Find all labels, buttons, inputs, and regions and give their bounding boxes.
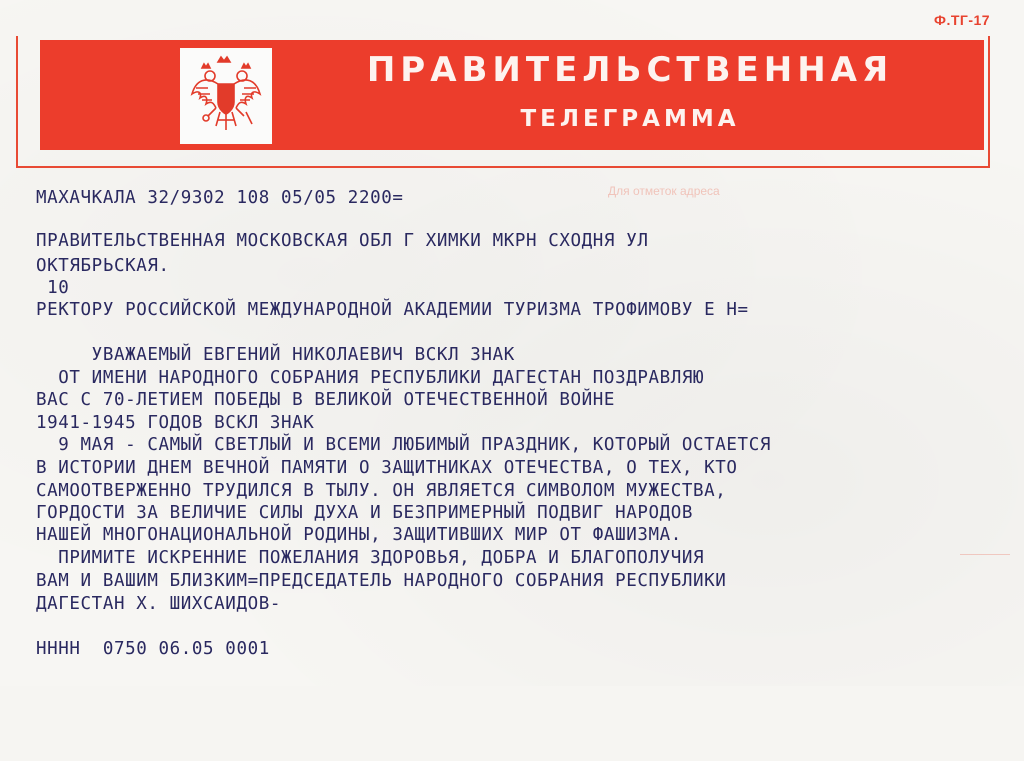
body-line: В ИСТОРИИ ДНЕМ ВЕЧНОЙ ПАМЯТИ О ЗАЩИТНИКАХ ОТЕЧЕСТВА, О ТЕХ, КТО	[36, 458, 738, 478]
body-line: ВАС С 70-ЛЕТИЕМ ПОБЕДЫ В ВЕЛИКОЙ ОТЕЧЕСТВЕННОЙ ВОЙНЕ	[36, 390, 616, 410]
banner-subtitle: ТЕЛЕГРАММА	[520, 106, 740, 132]
banner	[40, 40, 984, 150]
header-line: МАХАЧКАЛА 32/9302 108 05/05 2200=	[36, 188, 404, 208]
address-hint: Для отметок адреса	[608, 184, 720, 198]
address-line: 10	[36, 278, 70, 298]
body-line: ВАМ И ВАШИМ БЛИЗКИМ=ПРЕДСЕДАТЕЛЬ НАРОДНОГО СОБРАНИЯ РЕСПУБЛИКИ	[36, 571, 727, 591]
telegram-text	[36, 186, 996, 761]
body-line: УВАЖАЕМЫЙ ЕВГЕНИЙ НИКОЛАЕВИЧ ВСКЛ ЗНАК	[36, 345, 515, 365]
body-line: ПРИМИТЕ ИСКРЕННИЕ ПОЖЕЛАНИЯ ЗДОРОВЬЯ, ДОБРА И БЛАГОПОЛУЧИЯ	[36, 548, 705, 568]
double-headed-eagle-icon	[188, 54, 264, 138]
form-code: Ф.ТГ-17	[934, 12, 991, 28]
body-line: ГОРДОСТИ ЗА ВЕЛИЧИЕ СИЛЫ ДУХА И БЕЗПРИМЕРНЫЙ ПОДВИГ НАРОДОВ	[36, 503, 694, 523]
body-line: НАШЕЙ МНОГОНАЦИОНАЛЬНОЙ РОДИНЫ, ЗАЩИТИВШИХ МИР ОТ ФАШИЗМА.	[36, 525, 682, 545]
banner-title: ПРАВИТЕЛЬСТВЕННАЯ	[366, 50, 894, 90]
body-line: 9 МАЯ - САМЫЙ СВЕТЛЫЙ И ВСЕМИ ЛЮБИМЫЙ ПРАЗДНИК, КОТОРЫЙ ОСТАЕТСЯ	[36, 435, 771, 455]
recipient-line: РЕКТОРУ РОССИЙСКОЙ МЕЖДУНАРОДНОЙ АКАДЕМИИ ТУРИЗМА ТРОФИМОВУ Е Н=	[36, 300, 749, 320]
body-line: ОТ ИМЕНИ НАРОДНОГО СОБРАНИЯ РЕСПУБЛИКИ ДАГЕСТАН ПОЗДРАВЛЯЮ	[36, 368, 705, 388]
body-line: САМООТВЕРЖЕННО ТРУДИЛСЯ В ТЫЛУ. ОН ЯВЛЯЕТСЯ СИМВОЛОМ МУЖЕСТВА,	[36, 481, 727, 501]
coat-of-arms-icon	[180, 48, 272, 144]
body-line: 1941-1945 ГОДОВ ВСКЛ ЗНАК	[36, 413, 315, 433]
address-line: ПРАВИТЕЛЬСТВЕННАЯ МОСКОВСКАЯ ОБЛ Г ХИМКИ МКРН СХОДНЯ УЛ	[36, 231, 649, 251]
footer-line: НННН 0750 06.05 0001	[36, 639, 270, 659]
address-line: ОКТЯБРЬСКАЯ.	[36, 256, 170, 276]
body-line: ДАГЕСТАН Х. ШИХСАИДОВ-	[36, 594, 281, 614]
